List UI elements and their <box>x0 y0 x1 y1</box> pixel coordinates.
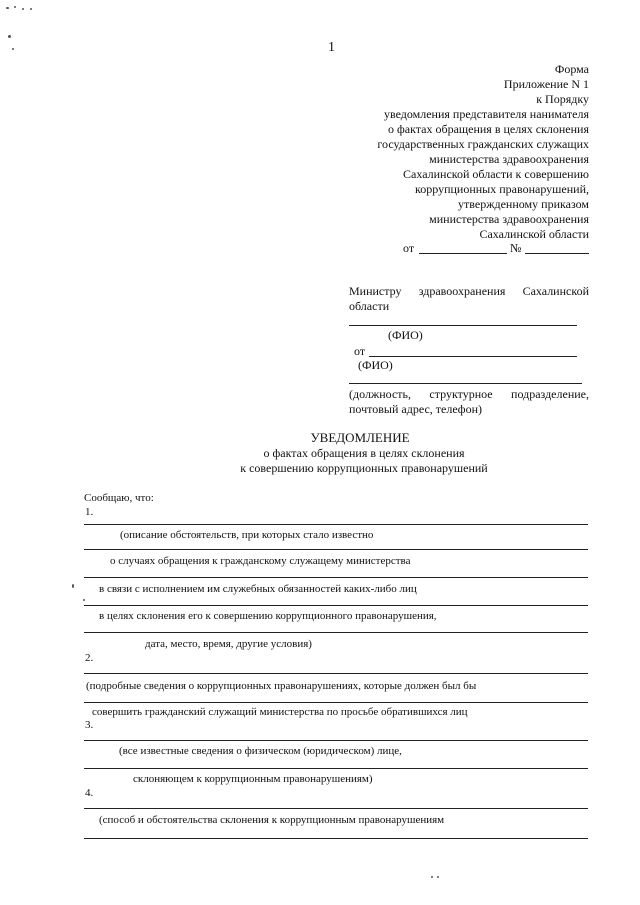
sender-from-label: от <box>354 344 366 358</box>
item-number: 1. <box>85 506 94 518</box>
item-3-line[interactable] <box>84 768 588 769</box>
item-1-hint: (описание обстоятельств, при которых стало известно <box>120 529 374 541</box>
item-2-hint: совершить гражданский служащий министерства по просьбе обратившихся лиц <box>92 706 468 718</box>
sender-details-hint: (должность, структурное подразделение, почтовый адрес, телефон) <box>349 387 589 416</box>
document-subtitle: о фактах обращения в целях склонения <box>263 446 465 460</box>
item-1-line[interactable] <box>84 524 588 525</box>
appendix-line: министерства здравоохранения <box>429 212 589 226</box>
scan-speck <box>30 8 32 10</box>
item-4-line[interactable] <box>84 808 588 809</box>
scan-speck <box>8 35 11 38</box>
item-2-line[interactable] <box>84 673 588 674</box>
scan-speck <box>6 7 9 9</box>
appendix-line: о фактах обращения в целях склонения <box>387 122 589 136</box>
item-3-hint: склоняющем к коррупционным правонарушениям) <box>133 773 373 785</box>
item-1-hint: о случаях обращения к гражданскому служащему министерства <box>110 555 411 567</box>
scan-speck <box>437 876 439 878</box>
document-title: УВЕДОМЛЕНИЕ <box>310 430 410 445</box>
item-1-hint: в целях склонения его к совершению коррупционного правонарушения, <box>99 610 437 622</box>
appendix-date-label: от <box>403 241 415 255</box>
intro-text: Сообщаю, что: <box>84 492 154 504</box>
page-number: 1 <box>328 40 335 55</box>
appendix-line: утвержденному приказом <box>458 197 589 211</box>
scan-speck <box>14 6 16 8</box>
sender-fio-field[interactable] <box>369 356 577 357</box>
appendix-line: государственных гражданских служащих <box>377 137 589 151</box>
appendix-line: Сахалинской области к совершению <box>403 167 589 181</box>
addressee-fio-hint: (ФИО) <box>388 328 423 342</box>
item-1-hint: в связи с исполнением им служебных обязанностей каких-либо лиц <box>99 583 417 595</box>
appendix-line: к Порядку <box>536 92 589 106</box>
sender-fio-hint: (ФИО) <box>358 358 393 372</box>
item-number: 2. <box>85 652 94 664</box>
item-number: 4. <box>85 787 94 799</box>
item-2-hint: (подробные сведения о коррупционных правонарушениях, которые должен был бы <box>86 680 477 692</box>
document-subtitle: к совершению коррупционных правонарушений <box>240 461 488 475</box>
item-3-line[interactable] <box>84 740 588 741</box>
appendix-line: Приложение N 1 <box>503 77 589 91</box>
appendix-block <box>330 62 589 242</box>
item-1-line[interactable] <box>84 632 588 633</box>
appendix-line: уведомления представителя нанимателя <box>383 107 589 121</box>
sender-details-field[interactable] <box>349 383 582 384</box>
appendix-number-label: № <box>510 241 522 255</box>
item-2-line[interactable] <box>84 702 588 703</box>
addressee-fio-field[interactable] <box>349 325 577 326</box>
item-4-hint: (способ и обстоятельства склонения к коррупционным правонарушениям <box>99 814 445 826</box>
appendix-date-field[interactable] <box>419 253 507 254</box>
appendix-line: коррупционных правонарушений, <box>415 182 589 196</box>
appendix-line: Форма <box>554 62 589 76</box>
scan-speck <box>72 584 74 588</box>
item-1-hint: дата, место, время, другие условия) <box>145 638 312 650</box>
addressee-title: Министру здравоохранения Сахалинской области <box>349 284 589 313</box>
scan-speck <box>22 8 24 10</box>
scan-speck <box>12 48 14 50</box>
appendix-number-field[interactable] <box>525 253 589 254</box>
appendix-line: Сахалинской области <box>479 227 589 241</box>
item-number: 3. <box>85 719 94 731</box>
scan-speck <box>83 599 85 601</box>
item-4-line[interactable] <box>84 838 588 839</box>
item-1-line[interactable] <box>84 549 588 550</box>
item-3-hint: (все известные сведения о физическом (юридическом) лице, <box>119 745 402 757</box>
scan-speck <box>431 876 433 878</box>
item-1-line[interactable] <box>84 577 588 578</box>
appendix-line: министерства здравоохранения <box>429 152 589 166</box>
item-1-line[interactable] <box>84 605 588 606</box>
